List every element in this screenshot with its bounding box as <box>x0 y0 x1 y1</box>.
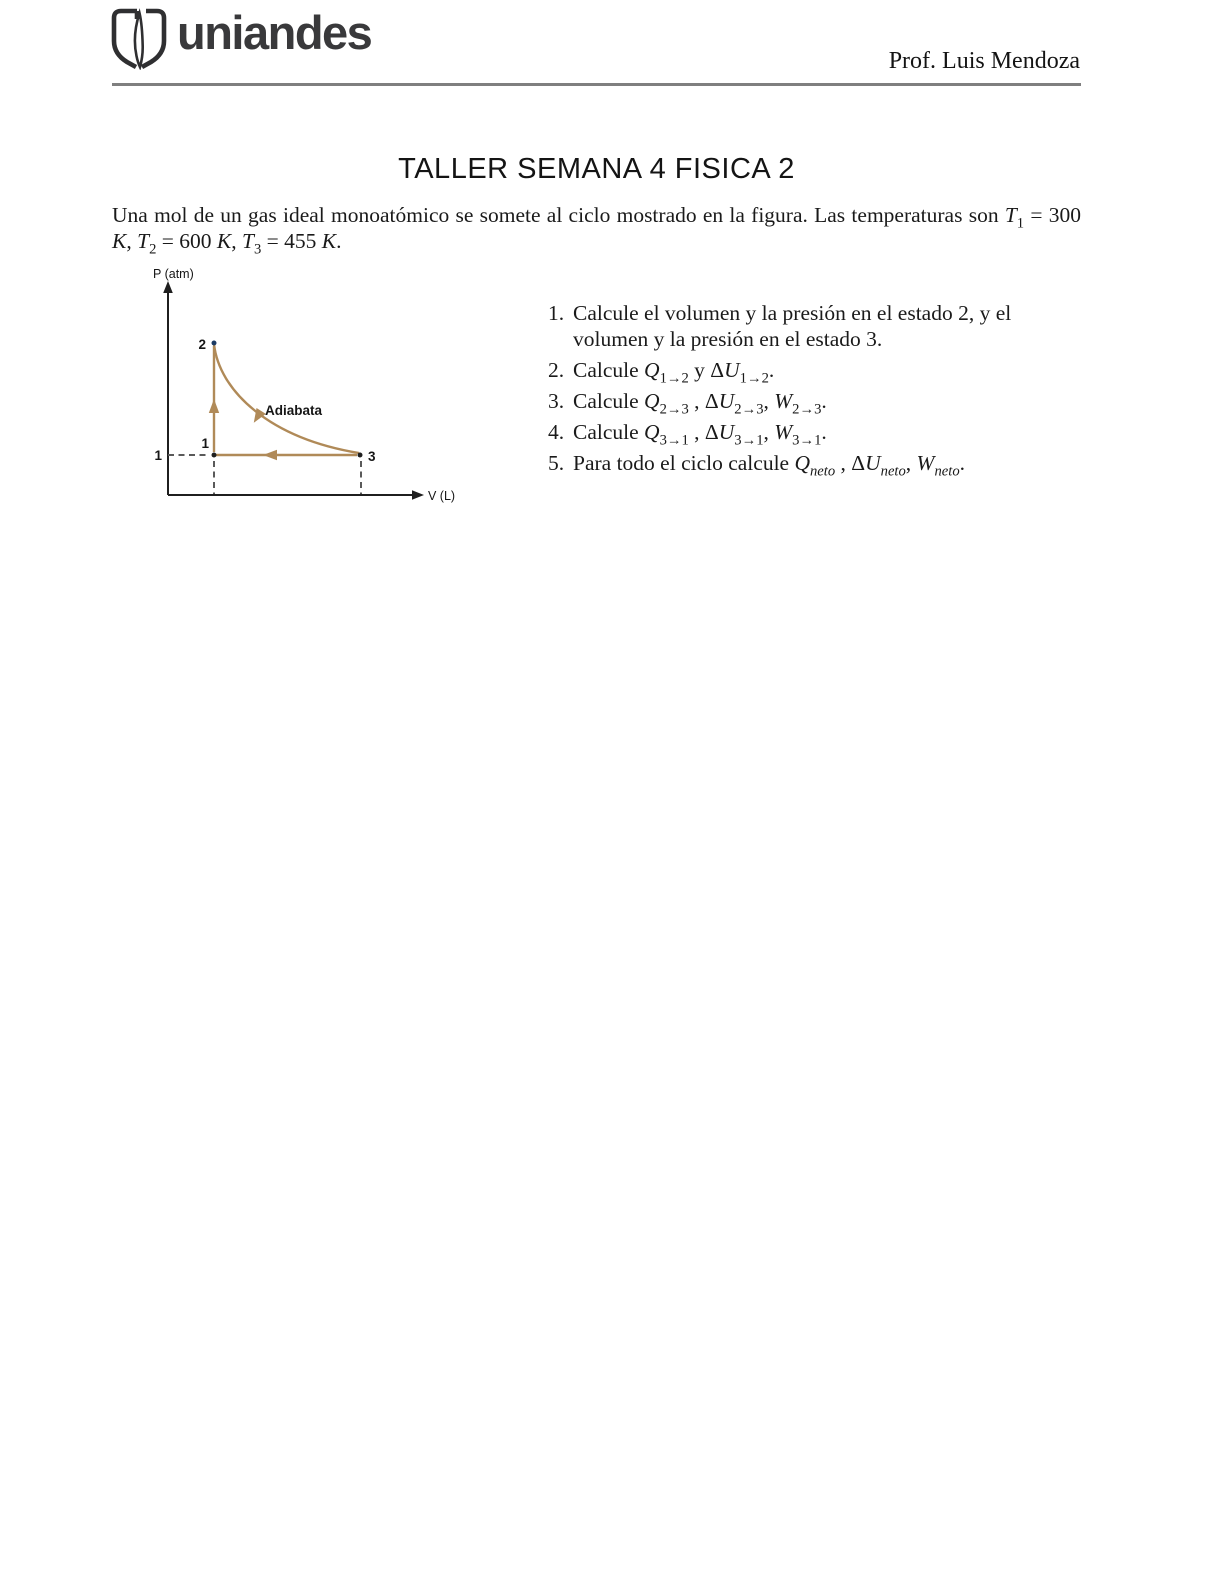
y-axis-arrow-icon <box>163 281 173 293</box>
question-list <box>548 300 1080 481</box>
y-axis-label: P (atm) <box>153 267 194 281</box>
question-2-number: 2. <box>548 358 565 382</box>
pv-diagram <box>140 262 462 514</box>
question-5 <box>548 450 1080 480</box>
question-3-text: Calcule $Q_{2\to 3}$ , $\Delta U_{2\to 3}$, $W_{2\to 3}$. <box>573 389 827 418</box>
question-2 <box>548 357 1080 387</box>
state-3-dot <box>358 453 363 458</box>
page-title: TALLER SEMANA 4 FISICA 2 <box>398 153 795 185</box>
state-2-dot <box>212 341 217 346</box>
question-3-number: 3. <box>548 389 565 413</box>
adiabat-curve <box>214 344 359 453</box>
x-axis-arrow-icon <box>412 490 424 500</box>
x-axis-label: V (L) <box>428 489 456 503</box>
question-4-text: Calcule $Q_{3\to 1}$ , $\Delta U_{3\to 1}$, $W_{3\to 1}$. <box>573 420 827 449</box>
question-3 <box>548 388 1080 418</box>
question-1-text: Calcule el volumen y la presión en el estado 2, y el volumen y la presión en el estado 3. <box>573 301 1012 351</box>
question-1-number: 1. <box>548 301 565 325</box>
process-1-2-arrow-icon <box>209 399 219 413</box>
uniandes-logo <box>108 6 371 70</box>
state-3-label: 3 <box>368 449 376 464</box>
state-1-label: 1 <box>201 436 209 451</box>
adiabat-label: Adiabata <box>265 403 323 418</box>
question-4 <box>548 419 1080 449</box>
logo-wordmark: uniandes <box>177 6 372 59</box>
header-rule <box>112 83 1081 86</box>
process-3-1-arrow-icon <box>263 450 277 460</box>
uniandes-shield-icon <box>108 6 170 70</box>
state-1-dot <box>212 453 217 458</box>
intro-paragraph: Una mol de un gas ideal monoatómico se somete al ciclo mostrado en la figura. Las temperaturas son $T_1 = 300$ K, $T_2 = 600$ K, $T_3 = 455$ K. <box>112 203 1081 257</box>
y-tick-label: 1 <box>154 448 162 463</box>
question-2-text: Calcule $Q_{1\to 2}$ y $\Delta U_{1\to 2}$. <box>573 358 775 387</box>
question-1 <box>548 300 1080 352</box>
question-5-text: Para todo el ciclo calcule $Q_{neto}$ , $\Delta U_{neto}$, $W_{neto}$. <box>573 451 965 480</box>
question-4-number: 4. <box>548 420 565 444</box>
pv-diagram-canvas <box>140 262 462 514</box>
question-5-number: 5. <box>548 451 565 475</box>
professor-name: Prof. Luis Mendoza <box>888 48 1080 74</box>
state-2-label: 2 <box>198 337 206 352</box>
